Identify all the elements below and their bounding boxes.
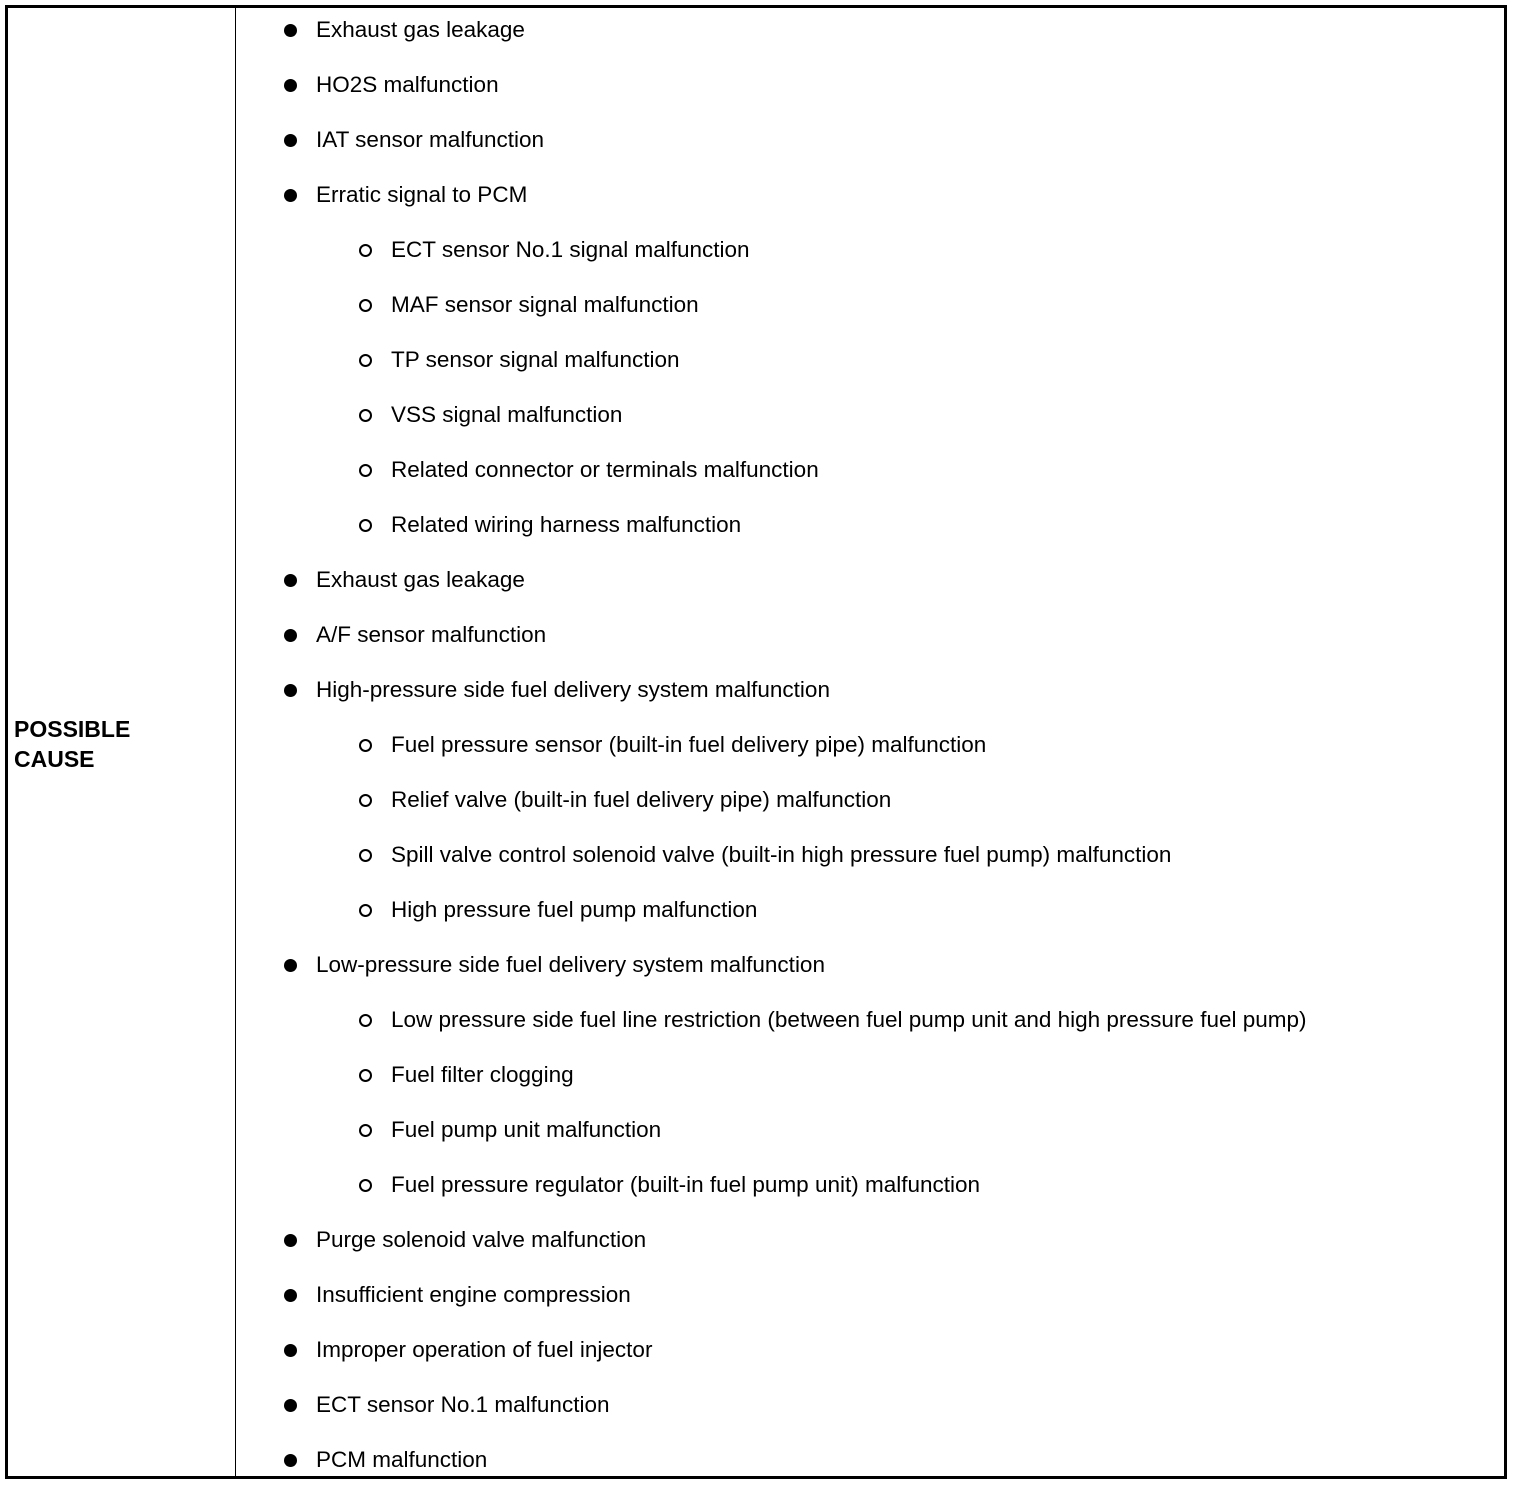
cause-text: HO2S malfunction <box>316 72 499 97</box>
filled-bullet-icon <box>284 79 297 92</box>
cause-text: ECT sensor No.1 signal malfunction <box>391 237 750 262</box>
hollow-bullet-icon <box>359 1069 372 1082</box>
cause-text: High-pressure side fuel delivery system malfunction <box>316 677 830 702</box>
hollow-bullet-icon <box>359 519 372 532</box>
hollow-bullet-icon <box>359 244 372 257</box>
filled-bullet-icon <box>284 959 297 972</box>
cause-list <box>236 8 1504 1476</box>
cause-text: Exhaust gas leakage <box>316 567 525 592</box>
filled-bullet-icon <box>284 1454 297 1467</box>
hollow-bullet-icon <box>359 1124 372 1137</box>
filled-bullet-icon <box>284 134 297 147</box>
cause-text: VSS signal malfunction <box>391 402 623 427</box>
filled-bullet-icon <box>284 629 297 642</box>
cause-text: MAF sensor signal malfunction <box>391 292 699 317</box>
cause-text: A/F sensor malfunction <box>316 622 547 647</box>
cause-text: High pressure fuel pump malfunction <box>391 897 758 922</box>
cause-text: Fuel pressure regulator (built-in fuel pump unit) malfunction <box>391 1172 981 1197</box>
cause-text: PCM malfunction <box>316 1447 488 1472</box>
cause-text: Fuel pump unit malfunction <box>391 1117 662 1142</box>
cause-text: Improper operation of fuel injector <box>316 1337 653 1362</box>
filled-bullet-icon <box>284 1289 297 1302</box>
filled-bullet-icon <box>284 1344 297 1357</box>
possible-cause-table <box>5 5 1507 1479</box>
cause-text: Relief valve (built-in fuel delivery pipe) malfunction <box>391 787 892 812</box>
hollow-bullet-icon <box>359 794 372 807</box>
cause-text: Spill valve control solenoid valve (built-in high pressure fuel pump) malfunction <box>391 842 1172 867</box>
cause-text: Low pressure side fuel line restriction (between fuel pump unit and high pressure fuel pump) <box>391 1007 1307 1032</box>
label-cell <box>8 8 236 1476</box>
cause-text: Erratic signal to PCM <box>316 182 528 207</box>
cause-text: TP sensor signal malfunction <box>391 347 680 372</box>
cause-text: Low-pressure side fuel delivery system malfunction <box>316 952 825 977</box>
hollow-bullet-icon <box>359 1179 372 1192</box>
filled-bullet-icon <box>284 684 297 697</box>
filled-bullet-icon <box>284 1399 297 1412</box>
row-label: POSSIBLE CAUSE <box>14 716 131 772</box>
hollow-bullet-icon <box>359 904 372 917</box>
filled-bullet-icon <box>284 1234 297 1247</box>
hollow-bullet-icon <box>359 464 372 477</box>
cause-text: Related wiring harness malfunction <box>391 512 742 537</box>
cause-text: Fuel pressure sensor (built-in fuel delivery pipe) malfunction <box>391 732 987 757</box>
cause-text: Insufficient engine compression <box>316 1282 631 1307</box>
cause-text: Exhaust gas leakage <box>316 17 525 42</box>
hollow-bullet-icon <box>359 299 372 312</box>
cause-text: ECT sensor No.1 malfunction <box>316 1392 610 1417</box>
hollow-bullet-icon <box>359 354 372 367</box>
filled-bullet-icon <box>284 574 297 587</box>
filled-bullet-icon <box>284 189 297 202</box>
hollow-bullet-icon <box>359 739 372 752</box>
cause-text: Fuel filter clogging <box>391 1062 574 1087</box>
hollow-bullet-icon <box>359 1014 372 1027</box>
filled-bullet-icon <box>284 24 297 37</box>
cause-text: Purge solenoid valve malfunction <box>316 1227 647 1252</box>
hollow-bullet-icon <box>359 409 372 422</box>
cause-text: Related connector or terminals malfunction <box>391 457 819 482</box>
hollow-bullet-icon <box>359 849 372 862</box>
cause-text: IAT sensor malfunction <box>316 127 545 152</box>
